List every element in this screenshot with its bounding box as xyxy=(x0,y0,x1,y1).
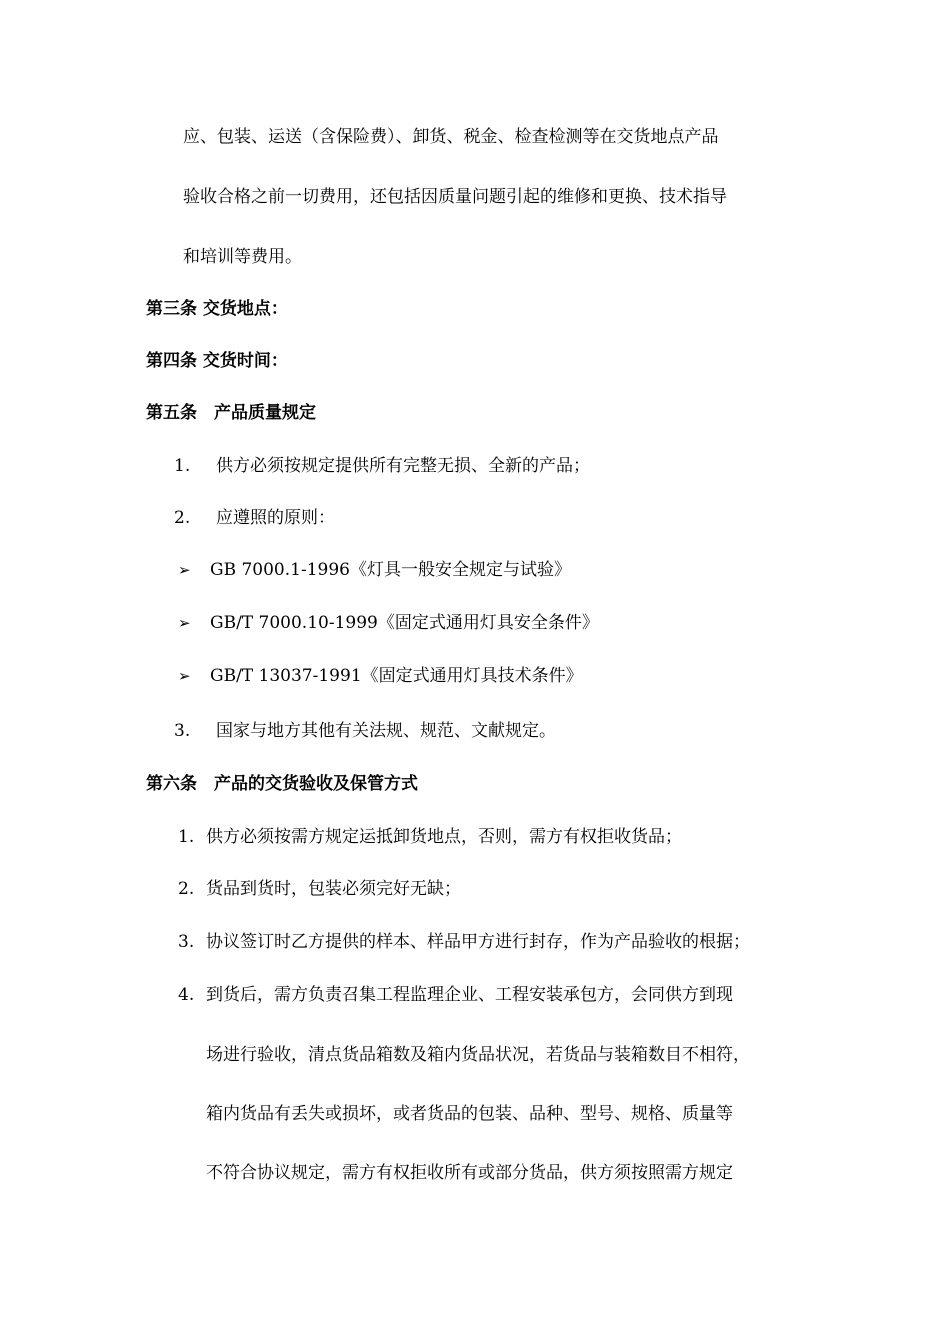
intro-line-2: 验收合格之前一切费用，还包括因质量问题引起的维修和更换、技术指导 xyxy=(183,187,727,207)
item-text: 国家与地方其他有关法规、规范、文献规定。 xyxy=(216,721,556,741)
item-text: 货品到货时，包装必须完好无缺； xyxy=(206,879,461,899)
item-4-continuation-3: 不符合协议规定，需方有权拒收所有或部分货品，供方须按照需方规定 xyxy=(206,1163,733,1183)
item-number: 2. xyxy=(178,879,195,899)
item-text: 协议签订时乙方提供的样本、样品甲方进行封存，作为产品验收的根据； xyxy=(206,932,750,952)
intro-line-1: 应、包装、运送（含保险费）、卸货、税金、检查检测等在交货地点产品 xyxy=(183,127,719,147)
item-number: 2. xyxy=(174,508,191,528)
item-4-continuation-1: 场进行验收，清点货品箱数及箱内货品状况，若货品与装箱数目不相符， xyxy=(206,1045,750,1065)
article-6-item-4 xyxy=(178,984,733,1006)
item-number: 1. xyxy=(174,456,191,476)
item-4-continuation-2: 箱内货品有丢失或损坏，或者货品的包装、品种、型号、规格、质量等 xyxy=(206,1104,733,1124)
item-text: 供方必须按规定提供所有完整无损、全新的产品； xyxy=(216,456,590,476)
arrow-bullet-icon: ➢ xyxy=(178,614,191,632)
item-number: 3. xyxy=(174,721,191,741)
intro-line-3: 和培训等费用。 xyxy=(183,247,302,267)
arrow-bullet-icon: ➢ xyxy=(178,561,191,579)
article-6-heading: 第六条 产品的交货验收及保管方式 xyxy=(146,774,418,794)
article-5-item-1 xyxy=(174,455,590,477)
article-5-heading: 第五条 产品质量规定 xyxy=(146,403,316,423)
article-6-item-3 xyxy=(178,931,750,953)
article-5-item-3 xyxy=(174,720,556,742)
article-3-heading: 第三条 交货地点： xyxy=(146,299,288,319)
article-6-item-2 xyxy=(178,878,461,900)
arrow-bullet-icon: ➢ xyxy=(178,667,191,685)
standard-text: GB 7000.1-1996《灯具一般安全规定与试验》 xyxy=(210,560,571,580)
article-5-item-2 xyxy=(174,507,335,529)
item-text: 到货后，需方负责召集工程监理企业、工程安装承包方，会同供方到现 xyxy=(206,985,733,1005)
item-number: 1. xyxy=(178,827,195,847)
item-text: 供方必须按需方规定运抵卸货地点，否则，需方有权拒收货品； xyxy=(206,827,682,847)
article-4-heading: 第四条 交货时间： xyxy=(146,351,288,371)
article-6-item-1 xyxy=(178,826,682,848)
standard-text: GB/T 13037-1991《固定式通用灯具技术条件》 xyxy=(210,666,583,686)
item-number: 4. xyxy=(178,985,195,1005)
standard-text: GB/T 7000.10-1999《固定式通用灯具安全条件》 xyxy=(210,613,599,633)
item-text: 应遵照的原则： xyxy=(216,508,335,528)
item-number: 3. xyxy=(178,932,195,952)
